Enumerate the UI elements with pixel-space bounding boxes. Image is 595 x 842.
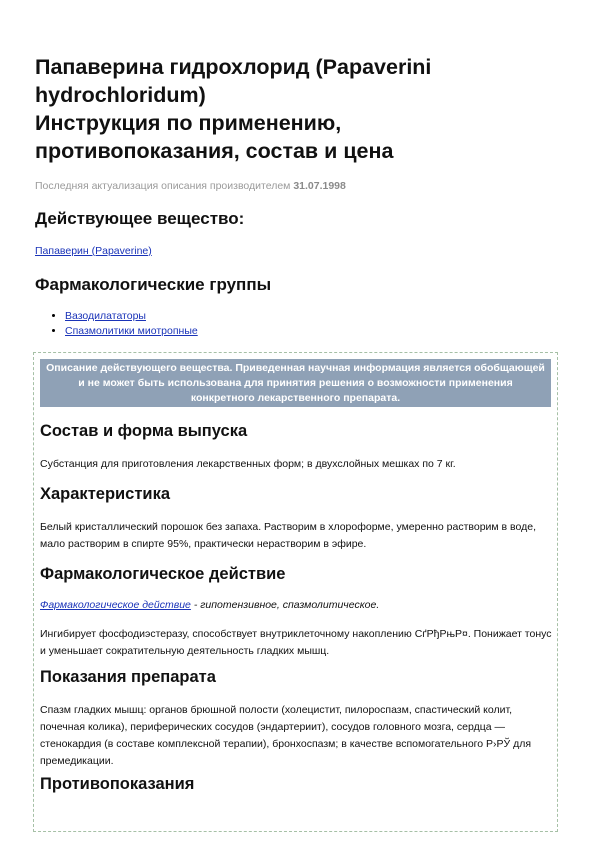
title-line: противопоказания, состав и цена — [35, 139, 394, 163]
composition-heading: Состав и форма выпуска — [40, 422, 248, 440]
active-substance-heading: Действующее вещество: — [35, 209, 245, 228]
characteristics-heading: Характеристика — [40, 485, 171, 503]
action-heading: Фармакологическое действие — [40, 565, 286, 583]
title-line: Инструкция по применению, — [35, 111, 342, 135]
disclaimer-banner: Описание действующего вещества. Приведенная научная информация является обобщающей и не может быть использована для принятия решения о возможности применения конкретного лекарственного препарата. — [40, 359, 551, 407]
pharm-groups-heading: Фармакологические группы — [35, 275, 272, 294]
action-summary-text: - гипотензивное, спазмолитическое. — [190, 599, 380, 611]
last-updated — [35, 180, 346, 192]
characteristics-text: Белый кристаллический порошок без запаха. Растворим в хлороформе, умеренно растворим в воде, мало растворим в спирте 95%, практически нерастворим в эфире. — [40, 521, 537, 550]
pharm-group-link[interactable]: Спазмолитики миотропные — [65, 325, 198, 337]
pharm-group-link[interactable]: Вазодилататоры — [65, 310, 146, 322]
title-line: hydrochloridum) — [35, 83, 206, 107]
active-substance-link[interactable]: Папаверин (Papaverine) — [35, 245, 152, 257]
page-title — [35, 53, 565, 165]
substance-info-box — [33, 352, 558, 832]
list-item — [65, 309, 198, 324]
last-updated-label: Последняя актуализация описания производителем — [35, 180, 291, 192]
contraindications-heading: Противопоказания — [40, 775, 195, 793]
action-text: Ингибирует фосфодиэстеразу, способствует внутриклеточному накоплению СґРђРњР¤. Понижает тонус и уменьшает сократительную деятельность гладких мышц. — [40, 628, 552, 657]
pharm-groups-list — [35, 309, 198, 339]
indications-text: Спазм гладких мышц: органов брюшной полости (холецистит, пилороспазм, спастический колит, почечная колика), периферических сосудов (эндартериит), сосудов головного мозга, сердца — стенокардия (в составе комплексной терапии), бронхоспазм; в качестве вспомогательного Р›РЎ для премедикации. — [40, 704, 532, 767]
composition-text: Субстанция для приготовления лекарственных форм; в двухслойных мешках по 7 кг. — [40, 458, 456, 470]
action-summary — [40, 597, 552, 614]
title-line: Папаверина гидрохлорид (Papaverini — [35, 55, 432, 79]
indications-heading: Показания препарата — [40, 668, 216, 686]
list-item — [65, 324, 198, 339]
pharm-action-link[interactable]: Фармакологическое действие — [40, 599, 191, 611]
last-updated-date: 31.07.1998 — [293, 180, 346, 192]
